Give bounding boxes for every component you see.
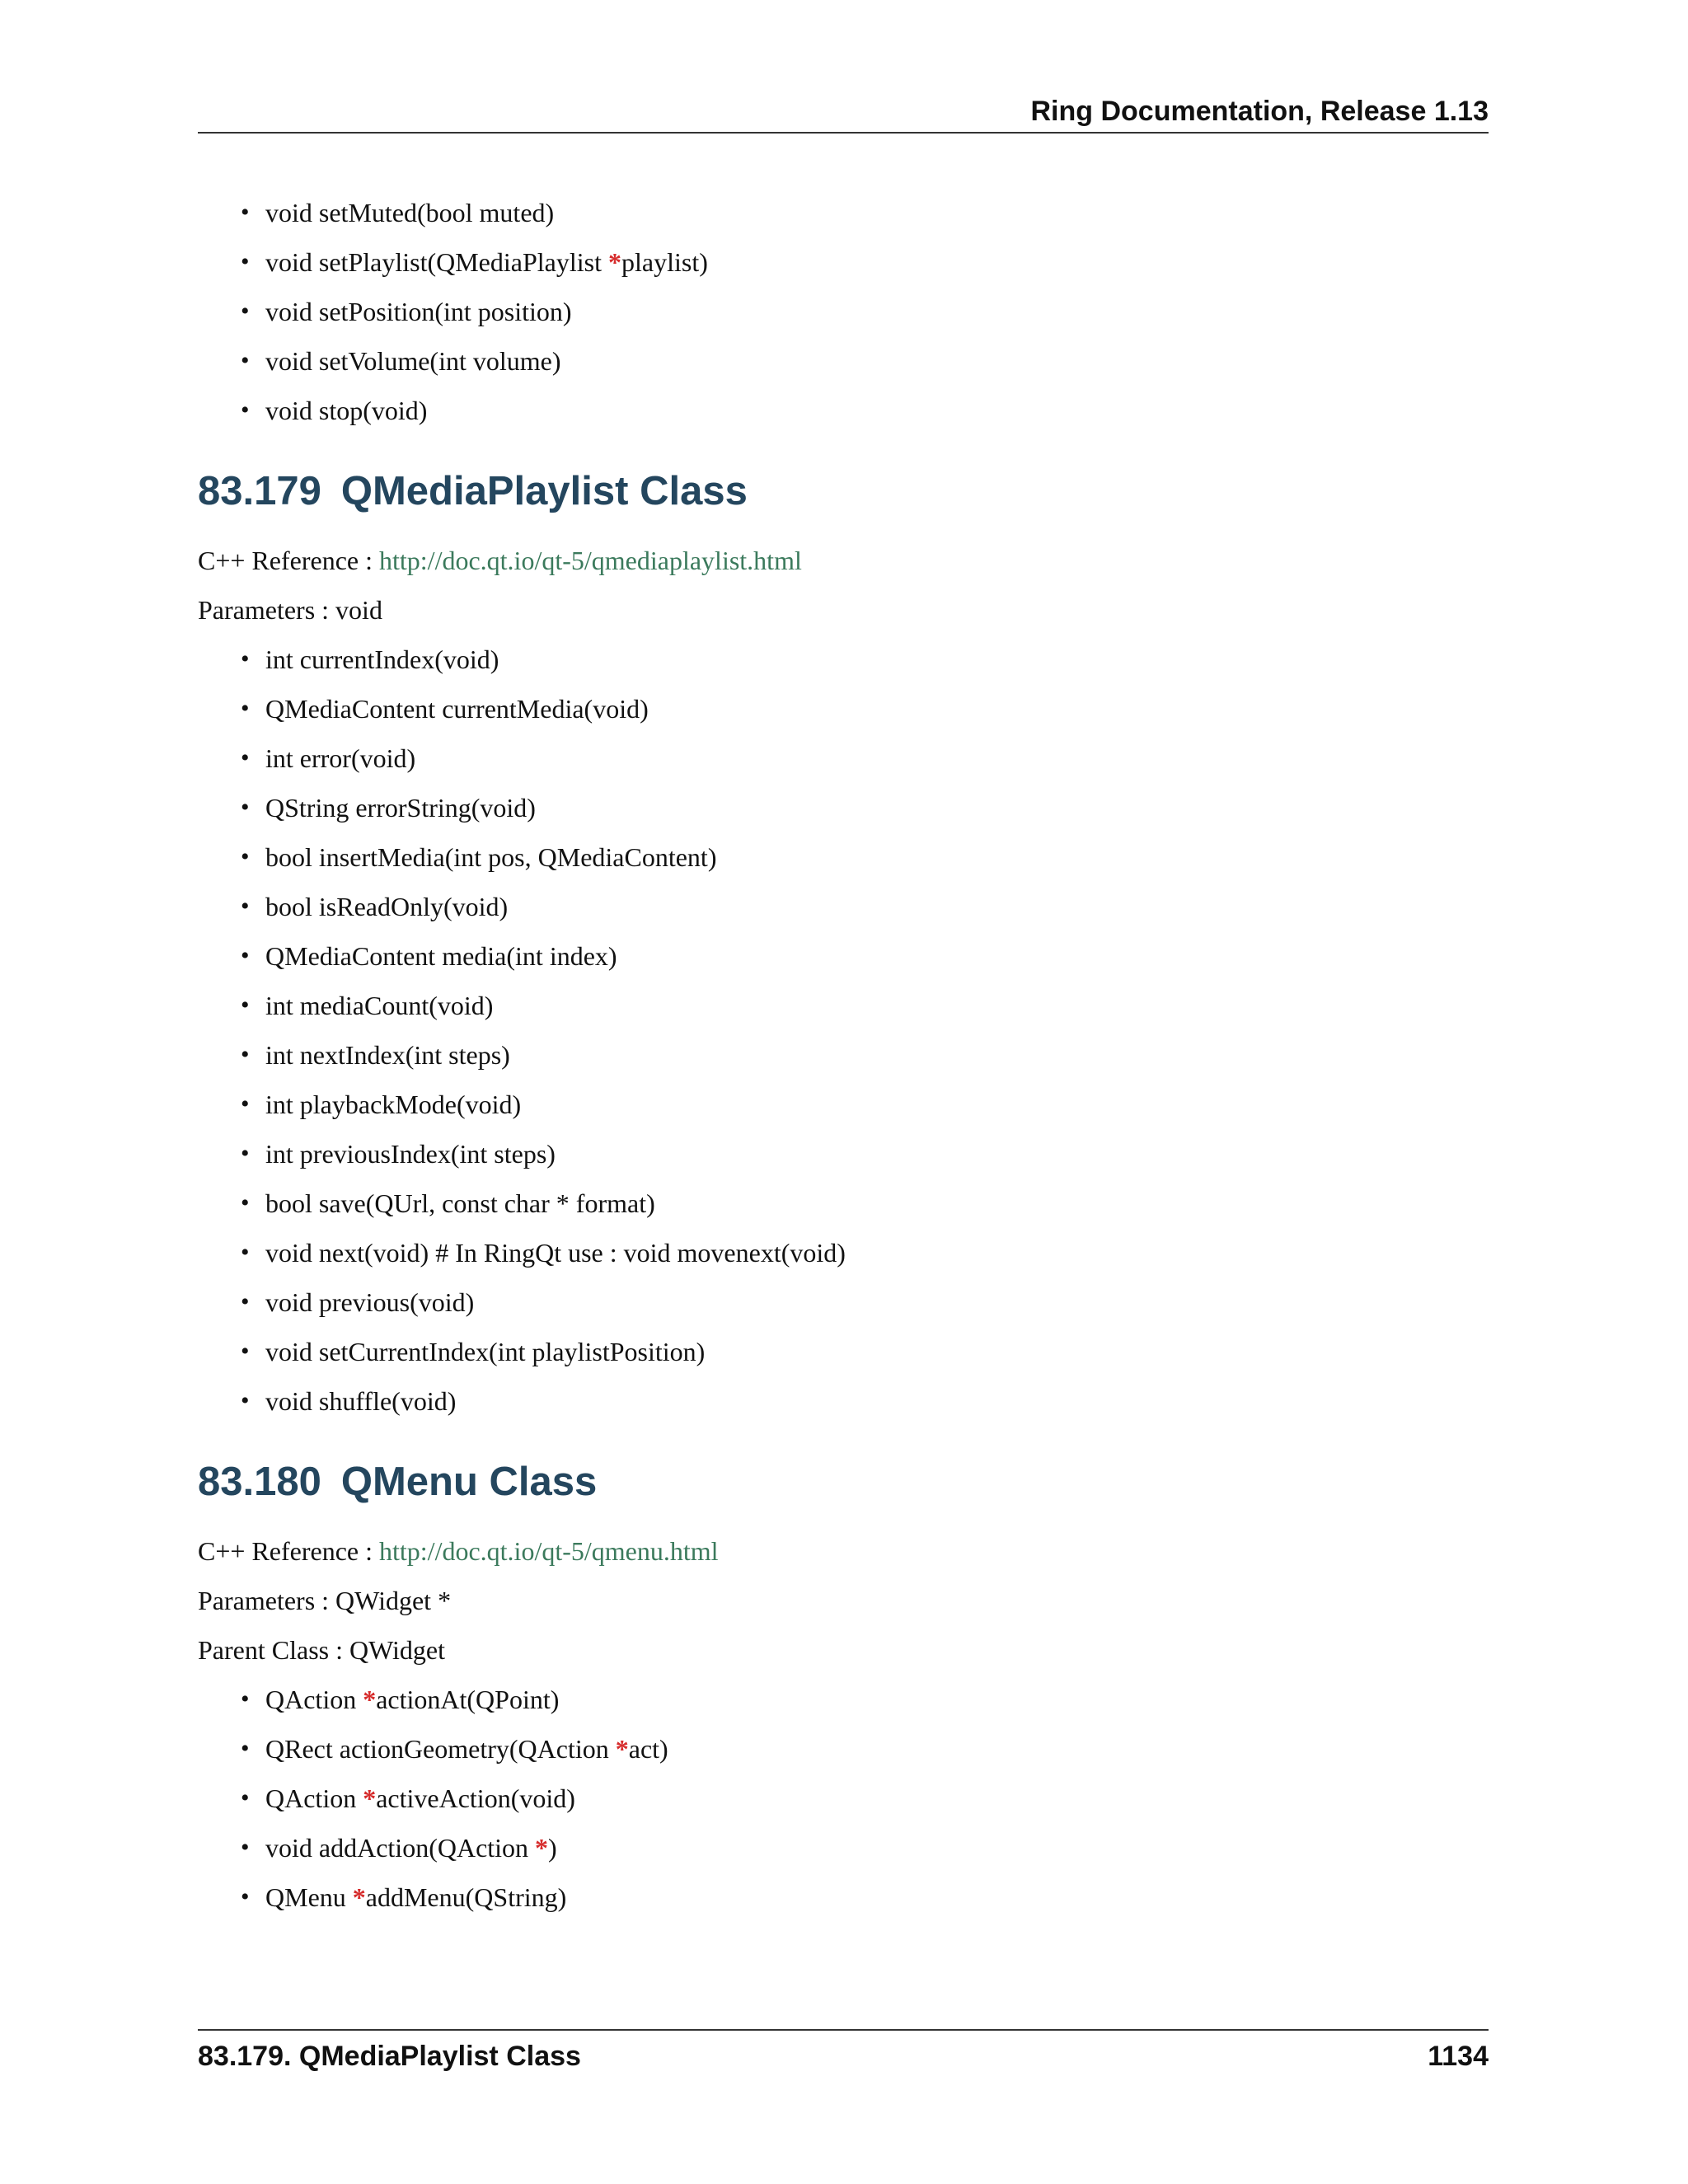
- list-item: • void next(void) # In RingQt use : void movenext(void): [265, 1236, 1489, 1269]
- section-title: QMediaPlaylist Class: [340, 469, 748, 513]
- list-item: • int error(void): [265, 742, 1489, 775]
- section-number: 83.179: [198, 469, 321, 513]
- list-item: • int currentIndex(void): [265, 643, 1489, 676]
- list-item: • void addAction(QAction *): [265, 1831, 1489, 1864]
- section-heading-83-179: [198, 466, 1489, 516]
- method-list-qmediaplaylist: [198, 643, 1489, 1418]
- list-item: • QAction *activeAction(void): [265, 1782, 1489, 1815]
- list-item: • void setVolume(int volume): [265, 344, 1489, 377]
- page-number: 1134: [1428, 2041, 1489, 2072]
- list-item: • void setMuted(bool muted): [265, 196, 1489, 229]
- list-item: • void shuffle(void): [265, 1385, 1489, 1418]
- list-item: • void stop(void): [265, 394, 1489, 427]
- method-list-qmenu: [198, 1683, 1489, 1914]
- list-item: • void setPlaylist(QMediaPlaylist *playlist): [265, 246, 1489, 279]
- page-header: [198, 91, 1489, 134]
- list-item: • int playbackMode(void): [265, 1088, 1489, 1121]
- list-item: • int nextIndex(int steps): [265, 1038, 1489, 1071]
- parameters: Parameters : void: [198, 595, 382, 625]
- list-item: • bool isReadOnly(void): [265, 890, 1489, 923]
- parameters: Parameters : QWidget *: [198, 1586, 452, 1615]
- page-content: [198, 196, 1489, 1930]
- list-item: • QMenu *addMenu(QString): [265, 1881, 1489, 1914]
- list-item: • QAction *actionAt(QPoint): [265, 1683, 1489, 1716]
- parent-class: Parent Class : QWidget: [198, 1635, 445, 1665]
- page-footer: [198, 2029, 1489, 2073]
- list-item: • int mediaCount(void): [265, 989, 1489, 1022]
- cpp-reference: C++ Reference : http://doc.qt.io/qt-5/qmenu.html: [198, 1536, 719, 1566]
- footer-section: 83.179. QMediaPlaylist Class: [198, 2041, 581, 2072]
- method-list-top: [198, 196, 1489, 427]
- list-item: • void previous(void): [265, 1286, 1489, 1319]
- section-heading-83-180: [198, 1457, 1489, 1507]
- list-item: • QRect actionGeometry(QAction *act): [265, 1732, 1489, 1765]
- list-item: • QMediaContent media(int index): [265, 940, 1489, 972]
- list-item: • bool save(QUrl, const char * format): [265, 1187, 1489, 1220]
- list-item: • int previousIndex(int steps): [265, 1137, 1489, 1170]
- cpp-reference-link[interactable]: http://doc.qt.io/qt-5/qmenu.html: [379, 1536, 719, 1566]
- section-number: 83.180: [198, 1460, 321, 1504]
- list-item: • void setPosition(int position): [265, 295, 1489, 328]
- header-title: Ring Documentation, Release 1.13: [1030, 96, 1489, 127]
- list-item: • QMediaContent currentMedia(void): [265, 692, 1489, 725]
- list-item: • QString errorString(void): [265, 791, 1489, 824]
- cpp-reference: C++ Reference : http://doc.qt.io/qt-5/qmediaplaylist.html: [198, 546, 802, 575]
- section-title: QMenu Class: [340, 1460, 598, 1504]
- list-item: • void setCurrentIndex(int playlistPosition): [265, 1335, 1489, 1368]
- cpp-reference-link[interactable]: http://doc.qt.io/qt-5/qmediaplaylist.html: [379, 546, 802, 575]
- list-item: • bool insertMedia(int pos, QMediaContent): [265, 841, 1489, 874]
